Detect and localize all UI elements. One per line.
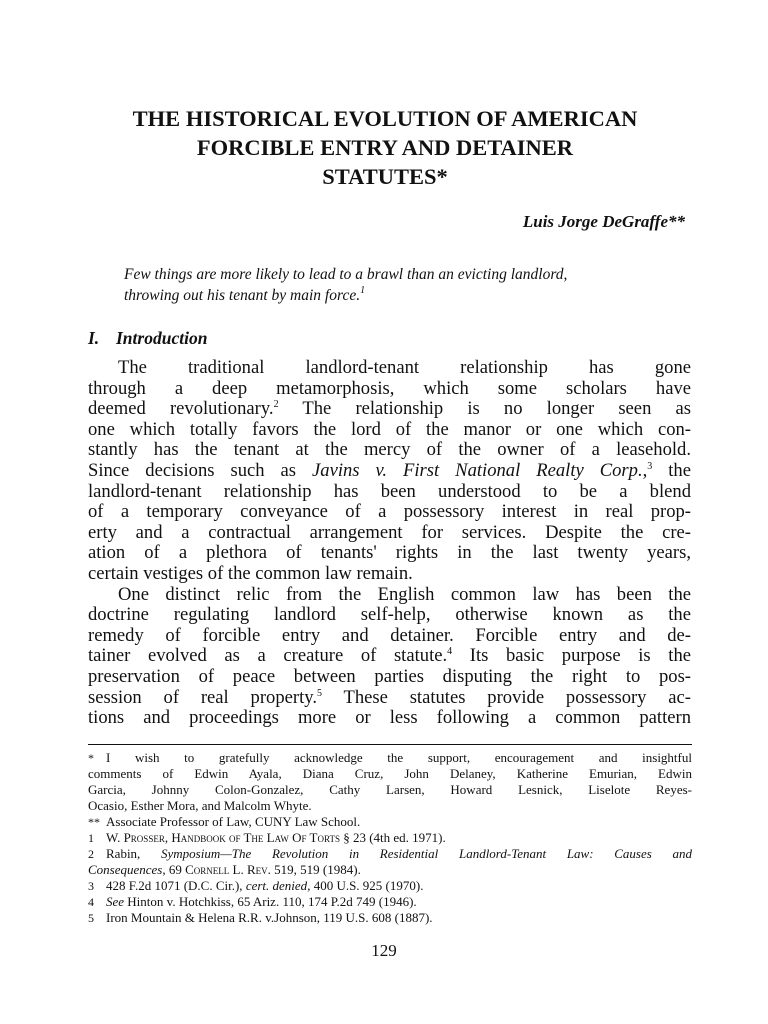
body-text: The relationship is no longer seen as — [278, 398, 691, 420]
title-line-2: FORCIBLE ENTRY AND DETAINER — [196, 135, 574, 160]
body-line: certain vestiges of the common law remain. — [88, 562, 413, 584]
body-line — [88, 646, 691, 667]
footnote-text: § 23 (4th ed. 1971). — [339, 830, 446, 845]
footnote-line — [88, 862, 692, 878]
footnote-text: 428 F.2d 1071 (D.C. Cir.), — [106, 878, 246, 893]
footnote-ref-5[interactable]: 5 — [316, 687, 322, 699]
footnote-text: Iron Mountain & Helena R.R. v.Johnson, 119 U.S. 608 (1887). — [106, 910, 433, 925]
footnote-marker: ** — [88, 815, 100, 829]
body-line — [88, 688, 691, 709]
epigraph-line-2 — [124, 285, 684, 306]
body-line: preservation of peace between parties disputing the right to pos- — [88, 665, 691, 687]
footnote-line: comments of Edwin Ayala, Diana Cruz, John Delaney, Katherine Emurian, Edwin — [88, 766, 692, 781]
body-text: These statutes provide possessory ac- — [321, 686, 691, 708]
journal-name: Cornell — [185, 862, 230, 877]
footnote-4 — [88, 894, 692, 910]
footnote-divider — [88, 744, 692, 745]
footnote-marker: 5 — [88, 911, 94, 925]
footnote-text: W. — [106, 830, 124, 845]
footnote-marker: 4 — [88, 895, 94, 909]
footnote-line — [88, 910, 692, 926]
body-line: erty and a contractual arrangement for services. Despite the cre- — [88, 521, 691, 543]
body-line: doctrine regulating landlord self-help, otherwise known as the — [88, 604, 691, 626]
footnote-marker: 1 — [88, 831, 94, 845]
body-line: through a deep metamorphosis, which some scholars have — [88, 377, 691, 399]
body-line: The traditional landlord-tenant relationship has gone — [118, 357, 691, 378]
footnote-marker: * — [88, 751, 94, 765]
body-text: tainer evolved as a creature of statute. — [88, 645, 448, 667]
body-line — [88, 461, 691, 482]
body-line: stantly has the tenant at the mercy of the owner of a leasehold. — [88, 439, 691, 461]
citation-signal: See — [106, 894, 125, 909]
footnote-ref-3[interactable]: 3 — [647, 460, 653, 472]
footnote-1 — [88, 830, 692, 846]
footnotes — [88, 750, 692, 926]
citation-signal: cert. denied — [245, 878, 308, 893]
article-title-cited: Symposium—The Revolution in Residential Landlord-Tenant Law: Causes and — [161, 846, 692, 861]
author-byline: Luis Jorge DeGraffe** — [522, 212, 685, 231]
footnote-2 — [88, 846, 692, 878]
footnote-line — [88, 830, 692, 846]
article-body — [88, 358, 691, 729]
body-line: of a temporary conveyance of a possessory interest in real prop- — [88, 501, 691, 523]
footnote-line — [88, 894, 692, 910]
footnote-text: Hinton v. Hotchkiss, 65 Ariz. 110, 174 P.2d 749 (1946). — [124, 894, 417, 909]
footnote-double-star — [88, 814, 692, 830]
body-text: , — [642, 459, 648, 481]
footnote-text: , 400 U.S. 925 (1970). — [307, 878, 424, 893]
body-text: the — [652, 459, 691, 481]
epigraph-line-1: Few things are more likely to lead to a brawl than an evicting landlord, — [124, 266, 568, 283]
body-text: Its basic purpose is the — [452, 645, 691, 667]
body-text: session of real property. — [88, 686, 317, 708]
section-heading — [88, 328, 207, 349]
article-title-cited: Consequences — [88, 862, 163, 877]
title-line-1: THE HISTORICAL EVOLUTION OF AMERICAN — [132, 106, 638, 131]
footnote-line — [88, 814, 692, 830]
section-title: Introduction — [116, 328, 208, 348]
paragraph-2 — [88, 585, 691, 729]
footnote-text: Rabin, — [106, 846, 161, 861]
page-number: 129 — [371, 941, 397, 960]
footnote-ref-1[interactable]: 1 — [360, 285, 366, 296]
epigraph — [124, 264, 684, 306]
footnote-marker: 2 — [88, 847, 94, 861]
footnote-line — [88, 878, 692, 894]
title-line-3: STATUTES* — [322, 164, 448, 189]
footnote-text: Associate Professor of Law, CUNY Law School. — [106, 814, 361, 829]
footnote-5 — [88, 910, 692, 926]
footnote-line — [88, 846, 692, 862]
case-name: Javins v. First National Realty Corp. — [312, 459, 643, 481]
body-line: One distinct relic from the English common law has been the — [118, 583, 691, 605]
footnote-ref-2[interactable]: 2 — [273, 399, 279, 411]
footnote-text: L. — [229, 862, 247, 877]
section-number: I. — [88, 328, 100, 348]
body-line: remedy of forcible entry and detainer. Forcible entry and de- — [88, 624, 691, 646]
footnote-marker: 3 — [88, 879, 94, 893]
footnote-text: I wish to gratefully acknowledge the support, encouragement and insightful — [106, 750, 692, 765]
body-line: ation of a plethora of tenants' rights in the last twenty years, — [88, 542, 691, 564]
book-title: Handbook of The Law Of Torts — [171, 830, 340, 845]
footnote-ref-4[interactable]: 4 — [447, 646, 453, 658]
footnote-text: , 69 — [162, 862, 186, 877]
body-line: one which totally favors the lord of the manor or one which con- — [88, 418, 691, 440]
body-text: Since decisions such as — [88, 459, 313, 481]
article-title — [70, 104, 700, 191]
journal-name: Rev — [247, 862, 268, 877]
body-line: tions and proceedings more or less following a common pattern — [88, 707, 691, 729]
body-line — [88, 399, 691, 420]
epigraph-line-2-text: throwing out his tenant by main force. — [124, 287, 361, 304]
footnote-line: Ocasio, Esther Mora, and Malcolm Whyte. — [88, 798, 312, 813]
footnote-line: Garcia, Johnny Colon-Gonzalez, Cathy Larsen, Howard Lesnick, Liselote Reyes- — [88, 782, 692, 797]
author-name: Prosser — [123, 830, 165, 845]
footnote-text: . 519, 519 (1984). — [267, 862, 361, 877]
body-text: deemed revolutionary. — [88, 398, 274, 420]
body-line: landlord-tenant relationship has been understood to be a blend — [88, 480, 691, 502]
footnote-3 — [88, 878, 692, 894]
footnote-star — [88, 750, 692, 814]
footnote-line — [88, 750, 692, 766]
paragraph-1 — [88, 358, 691, 585]
footnote-text: , — [164, 830, 172, 845]
